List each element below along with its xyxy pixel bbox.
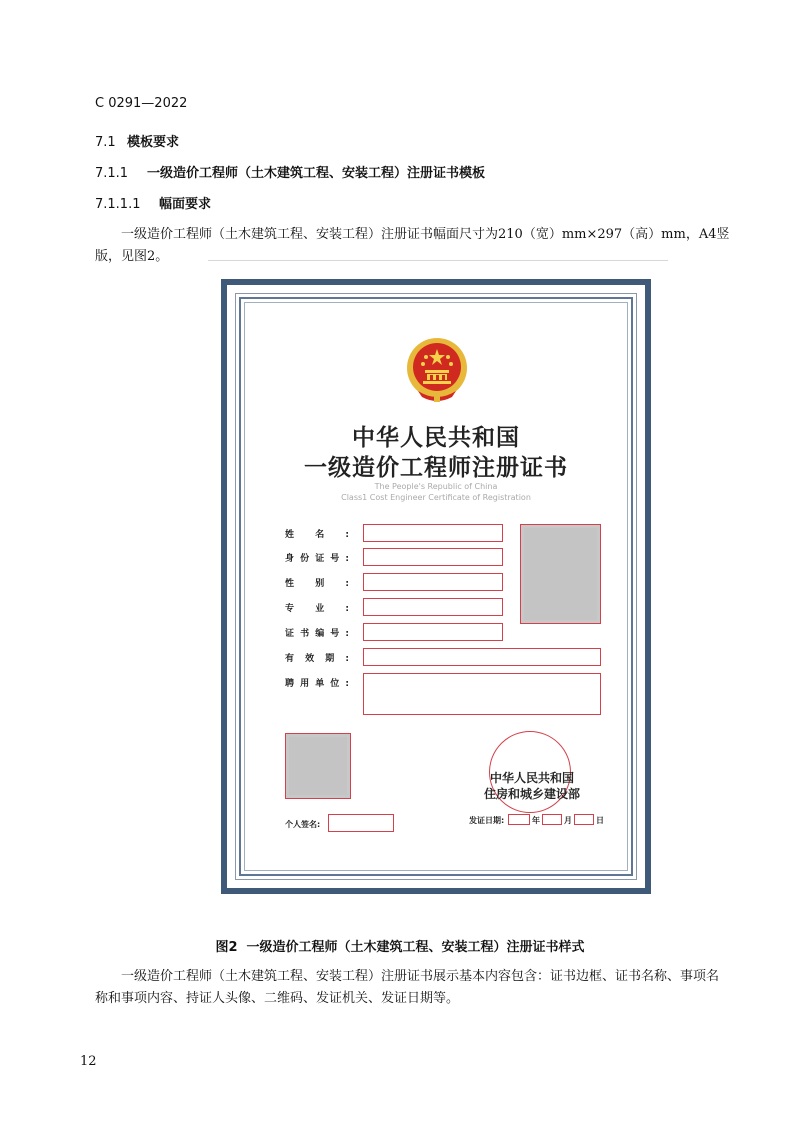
field-label-name: 姓名: bbox=[285, 530, 349, 540]
heading-7-1 bbox=[95, 131, 179, 150]
issuer-name-line2: 住房和城乡建设部 bbox=[483, 787, 580, 801]
field-label-id-number: 身份证号: bbox=[285, 554, 349, 564]
heading-7-1-1-1 bbox=[95, 193, 211, 212]
field-box-name bbox=[363, 524, 503, 542]
figure-caption bbox=[0, 936, 800, 955]
national-emblem-icon bbox=[406, 337, 468, 403]
heading-title: 一级造价工程师（土木建筑工程、安装工程）注册证书模板 bbox=[147, 166, 486, 181]
doc-code: C 0291—2022 bbox=[95, 96, 188, 111]
heading-number: 7.1 bbox=[95, 135, 116, 150]
field-box-id-number bbox=[363, 548, 503, 566]
certificate-title-line2: 一级造价工程师注册证书 bbox=[304, 454, 568, 481]
field-box-employer bbox=[363, 673, 601, 715]
certificate-english-line2: Class1 Cost Engineer Certificate of Registration bbox=[341, 493, 531, 502]
field-box-gender bbox=[363, 573, 503, 591]
heading-number: 7.1.1.1 bbox=[95, 197, 141, 212]
issue-date-label: 发证日期: bbox=[469, 816, 505, 825]
figure-caption-text: 一级造价工程师（土木建筑工程、安装工程）注册证书样式 bbox=[246, 940, 585, 955]
field-box-major bbox=[363, 598, 503, 616]
issue-year-unit: 年 bbox=[532, 816, 540, 825]
field-label-validity: 有效期: bbox=[285, 654, 349, 664]
heading-number: 7.1.1 bbox=[95, 166, 129, 181]
certificate-title-line1: 中华人民共和国 bbox=[352, 424, 520, 451]
intro-paragraph: 一级造价工程师（土木建筑工程、安装工程）注册证书幅面尺寸为210（宽）mm×297（高）mm，A4竖版，见图2。 bbox=[95, 227, 730, 264]
holder-photo-placeholder bbox=[520, 524, 601, 624]
issue-month-unit: 月 bbox=[564, 816, 572, 825]
issue-day-box bbox=[574, 814, 594, 825]
signature-label: 个人签名: bbox=[285, 820, 321, 829]
issue-day-unit: 日 bbox=[596, 816, 604, 825]
field-box-validity bbox=[363, 648, 601, 666]
field-label-gender: 性别: bbox=[285, 579, 349, 589]
heading-title: 模板要求 bbox=[127, 135, 180, 150]
issuer-name-line1: 中华人民共和国 bbox=[489, 771, 574, 785]
certificate-english-line1: The People's Republic of China bbox=[374, 482, 498, 491]
figure-caption-number: 图2 bbox=[215, 940, 238, 955]
field-box-cert-number bbox=[363, 623, 503, 641]
issue-year-box bbox=[508, 814, 530, 825]
qr-code-placeholder bbox=[285, 733, 351, 799]
issue-month-box bbox=[542, 814, 562, 825]
heading-title: 幅面要求 bbox=[159, 197, 212, 212]
field-label-employer: 聘用单位: bbox=[285, 679, 349, 689]
signature-box bbox=[328, 814, 394, 832]
heading-7-1-1 bbox=[95, 162, 485, 181]
field-label-major: 专业: bbox=[285, 604, 349, 614]
field-label-cert-number: 证书编号: bbox=[285, 629, 349, 639]
certificate-template bbox=[221, 279, 651, 894]
content-paragraph: 一级造价工程师（土木建筑工程、安装工程）注册证书展示基本内容包含：证书边框、证书名称、事项名称和事项内容、持证人头像、二维码、发证机关、发证日期等。 bbox=[95, 969, 720, 1006]
page-number: 12 bbox=[80, 1054, 97, 1069]
figure-top-rule bbox=[208, 260, 668, 261]
